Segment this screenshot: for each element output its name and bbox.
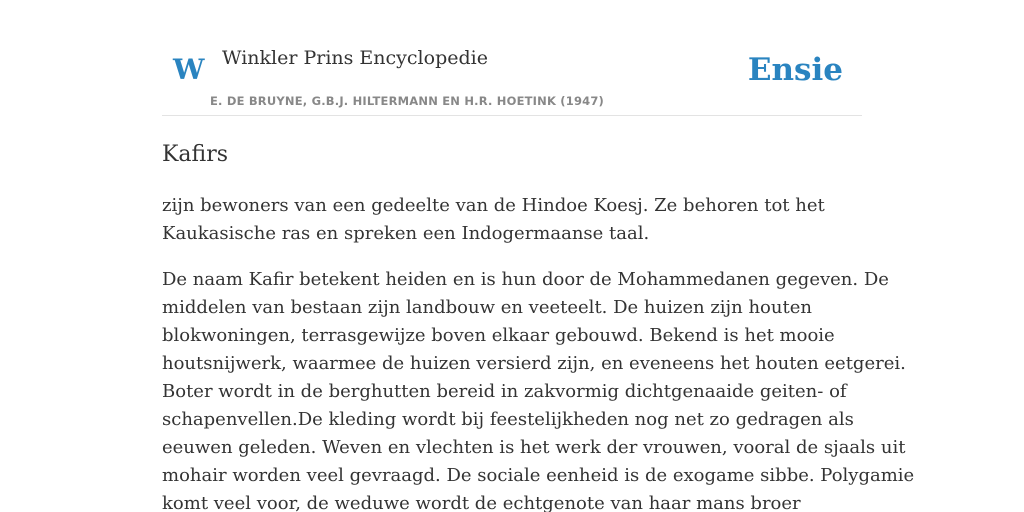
text-line: schapenvellen.De kleding wordt bij feestelijkheden nog net zo gedragen als [162, 409, 854, 430]
winkler-prins-logo[interactable]: W [173, 53, 205, 86]
book-title-link[interactable]: Winkler Prins Encyclopedie [222, 47, 488, 69]
header [162, 0, 862, 116]
page [162, 0, 915, 512]
article-body [162, 192, 915, 512]
text-line: komt veel voor, de weduwe wordt de echtgenote van haar mans broer [162, 493, 801, 512]
text-line: middelen van bestaan zijn landbouw en veeteelt. De huizen zijn houten [162, 297, 812, 318]
article-paragraph [162, 266, 915, 512]
text-line: Kaukasische ras en spreken een Indogermaanse taal. [162, 223, 650, 244]
text-line: eeuwen geleden. Weven en vlechten is het werk der vrouwen, vooral de sjaals uit [162, 437, 906, 458]
text-line: zijn bewoners van een gedeelte van de Hindoe Koesj. Ze behoren tot het [162, 195, 825, 216]
text-line: blokwoningen, terrasgewijze boven elkaar gebouwd. Bekend is het mooie [162, 325, 835, 346]
book-authors: E. DE BRUYNE, G.B.J. HILTERMANN EN H.R. HOETINK (1947) [210, 94, 605, 108]
ensie-logo-link[interactable]: Ensie [747, 52, 843, 88]
article-paragraph [162, 192, 862, 248]
text-line: De naam Kafir betekent heiden en is hun door de Mohammedanen gegeven. De [162, 269, 889, 290]
text-line: Boter wordt in de berghutten bereid in zakvormig dichtgenaaide geiten- of [162, 381, 847, 402]
text-line: mohair worden veel gevraagd. De sociale eenheid is de exogame sibbe. Polygamie [162, 465, 915, 486]
article-title: Kafirs [162, 142, 229, 167]
text-line: houtsnijwerk, waarmee de huizen versierd zijn, en eveneens het houten eetgerei. [162, 353, 906, 374]
